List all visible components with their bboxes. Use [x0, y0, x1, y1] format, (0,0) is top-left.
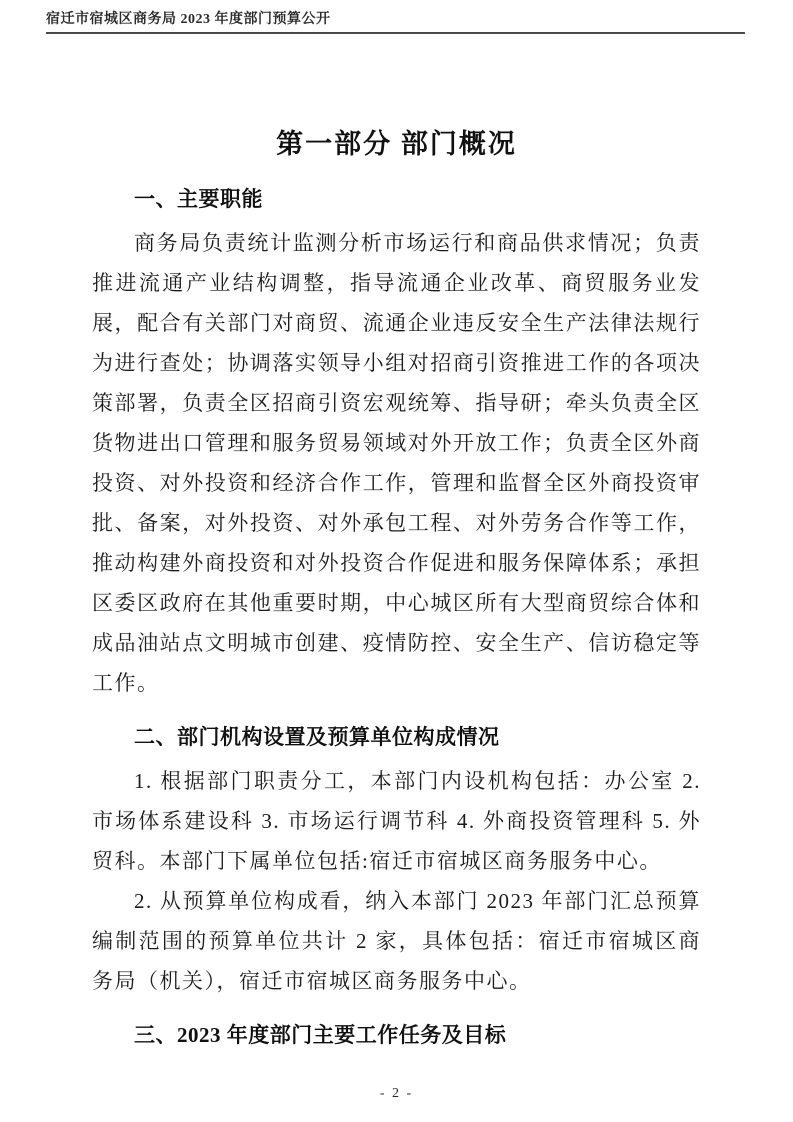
page-header — [46, 8, 745, 34]
document-content — [92, 122, 701, 1059]
body-paragraph: 商务局负责统计监测分析市场运行和商品供求情况；负责推进流通产业结构调整，指导流通企业改革、商贸服务业发展，配合有关部门对商贸、流通企业违反安全生产法律法规行为进行查处；协调落实领导小组对招商引资推进工作的各项决策部署，负责全区招商引资宏观统筹、指导研；牵头负责全区货物进出口管理和服务贸易领域对外开放工作；负责全区外商投资、对外投资和经济合作工作，管理和监督全区外商投资审批、备案，对外投资、对外承包工程、对外劳务合作等工作，推动构建外商投资和对外投资合作促进和服务保障体系；承担区委区政府在其他重要时期，中心城区所有大型商贸综合体和成品油站点文明城市创建、疫情防控、安全生产、信访稳定等工作。 — [92, 231, 701, 695]
body-paragraph: 1. 根据部门职责分工，本部门内设机构包括：办公室 2. 市场体系建设科 3. 市场运行调节科 4. 外商投资管理科 5. 外贸科。本部门下属单位包括:宿迁市宿城区商务服务中心。 — [92, 769, 701, 873]
section-heading: 三、2023 年度部门主要工作任务及目标 — [134, 1023, 507, 1047]
sections-container — [92, 183, 701, 1051]
header-title: 宿迁市宿城区商务局 2023 年度部门预算公开 — [46, 12, 331, 27]
body-paragraph: 2. 从预算单位构成看，纳入本部门 2023 年部门汇总预算编制范围的预算单位共计 2 家，具体包括：宿迁市宿城区商务局（机关），宿迁市宿城区商务服务中心。 — [92, 889, 701, 993]
page-footer — [0, 1084, 793, 1102]
section-heading: 一、主要职能 — [134, 187, 263, 211]
header-rule — [46, 32, 745, 34]
section-heading: 二、部门机构设置及预算单位构成情况 — [134, 725, 500, 749]
page-number: - 2 - — [379, 1086, 414, 1101]
document-title: 第一部分 部门概况 — [276, 129, 517, 159]
